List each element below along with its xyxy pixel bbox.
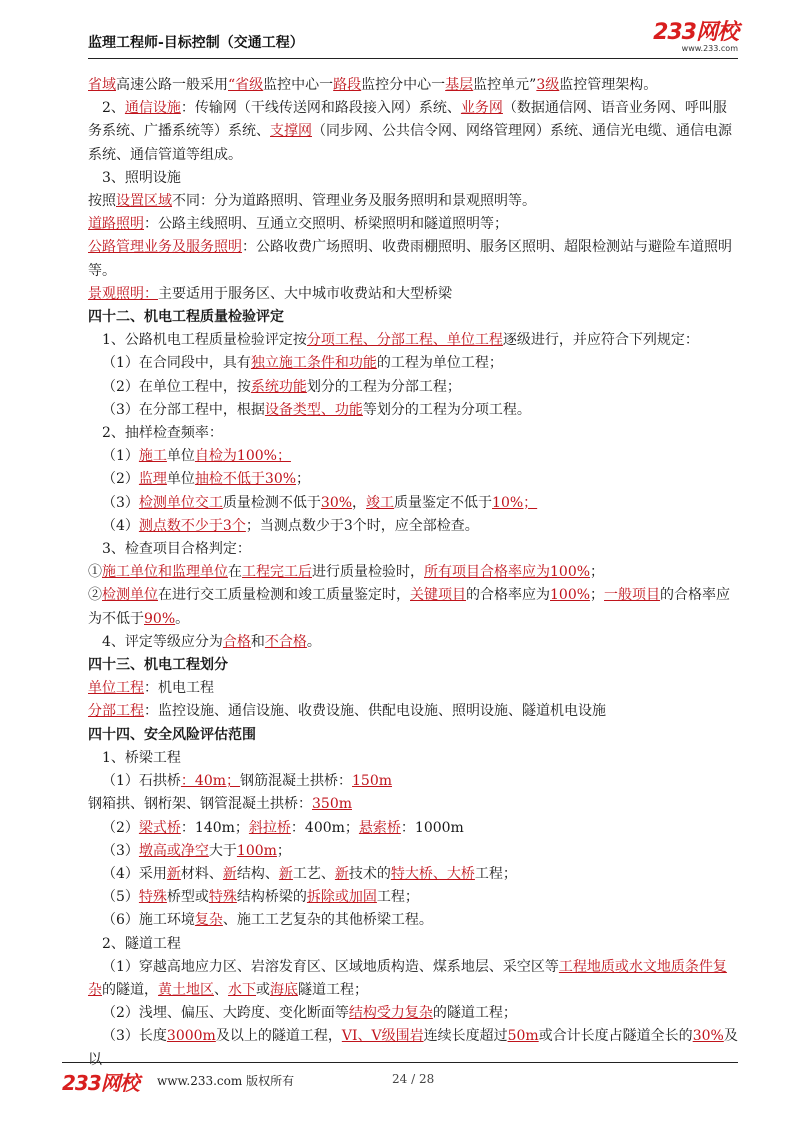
text-run: 质量鉴定不低于: [394, 494, 493, 511]
text-run: ；: [296, 471, 311, 488]
text-run: ：1000m: [400, 819, 464, 836]
highlighted-term: 30%: [692, 1028, 724, 1045]
highlighted-term: 支撑网: [270, 123, 312, 140]
highlighted-term: 竣工: [366, 494, 395, 511]
text-run: 等划分的工程为分项工程。: [362, 401, 531, 418]
highlighted-term: 3000m: [166, 1028, 216, 1045]
highlighted-term: 合格: [222, 633, 251, 650]
text-run: （2）: [102, 819, 139, 836]
text-run: 工程；: [376, 889, 419, 906]
highlighted-term: 新: [166, 865, 181, 882]
text-run: ②: [88, 587, 102, 604]
paragraph: [88, 933, 740, 956]
paragraph: [88, 468, 740, 491]
paragraph: [88, 956, 740, 1002]
highlighted-term: 新: [278, 865, 293, 882]
text-run: 及以上的隧道工程，: [215, 1028, 342, 1045]
paragraph: [88, 584, 740, 630]
text-run: 高速公路一般采用: [116, 77, 228, 93]
section-heading: [88, 724, 740, 747]
highlighted-term: ：40m；: [180, 773, 241, 790]
text-run: 大于: [208, 842, 237, 859]
paragraph: [88, 840, 740, 863]
text-run: 在进行交工质量检测和竣工质量鉴定时，: [158, 587, 410, 604]
text-run: （3）在分部工程中，根据: [102, 401, 265, 418]
text-run: 钢箱拱、钢桁架、钢管混凝土拱桥：: [88, 796, 312, 813]
highlighted-term: 关键项目: [410, 587, 466, 604]
highlighted-term: 100%: [550, 587, 591, 604]
text-run: 1、桥梁工程: [102, 749, 181, 766]
highlighted-term: 悬索桥: [358, 819, 401, 836]
highlighted-term: 监理: [138, 471, 167, 488]
text-run: （6）施工环境: [102, 912, 195, 929]
highlighted-term: 拆除或加固: [306, 889, 377, 906]
text-run: 的隧道工程；: [432, 1005, 517, 1022]
highlighted-term: 350m: [312, 796, 352, 813]
highlighted-term: 景观照明：: [88, 285, 158, 302]
text-run: 的合格率应为: [466, 587, 550, 604]
highlighted-term: 新: [222, 865, 237, 882]
highlighted-term: 新: [334, 865, 349, 882]
text-run: ：公路主线照明、互通立交照明、桥梁照明和隧道照明等；: [144, 216, 508, 233]
paragraph: [88, 283, 740, 306]
text-run: 监控单元”: [473, 77, 537, 93]
highlighted-term: 路段: [333, 77, 362, 93]
highlighted-term: 施工: [138, 448, 167, 465]
footer-logo: 233网校: [62, 1071, 139, 1095]
highlighted-term: 复杂: [194, 912, 223, 929]
highlighted-term: 基层: [445, 77, 474, 93]
paragraph: [88, 352, 740, 375]
text-run: ：公路收费广场照明、收费雨棚照明、服务区照明、超限检测站与避险车道照明等。: [88, 239, 732, 279]
text-run: 工程；: [474, 865, 517, 882]
highlighted-term: 斜拉桥: [248, 819, 291, 836]
text-run: ：140m；: [180, 819, 249, 836]
text-run: ；: [590, 587, 605, 604]
highlighted-term: 150m: [352, 773, 393, 790]
highlighted-term: 一般项目: [604, 587, 661, 604]
document-title: 监理工程师-目标控制（交通工程）: [88, 35, 304, 51]
text-run: 结构、: [236, 865, 279, 882]
text-run: 监控中心一: [263, 77, 334, 93]
paragraph: [88, 167, 740, 190]
text-run: （4）采用: [102, 865, 167, 882]
logo-text: 233网校: [653, 20, 738, 45]
paragraph: [88, 817, 740, 840]
highlighted-term: 不合格: [264, 633, 307, 650]
text-run: 监控管理架构。: [559, 77, 658, 93]
highlighted-term: 结构受力复杂: [348, 1005, 433, 1022]
text-run: ；当测点数少于3个时，应全部检查。: [245, 517, 479, 534]
text-run: 、施工工艺复杂的其他桥梁工程。: [222, 912, 433, 929]
text-run: 桥型或: [166, 889, 209, 906]
highlighted-term: 特殊: [138, 889, 167, 906]
paragraph: [88, 190, 740, 213]
text-run: 单位: [166, 471, 195, 488]
text-run: 或: [256, 981, 270, 998]
paragraph: [88, 886, 740, 909]
paragraph: [88, 538, 740, 561]
highlighted-term: 梁式桥: [138, 819, 181, 836]
text-run: ：机电工程: [144, 680, 214, 697]
highlighted-term: 10%；: [492, 494, 538, 511]
highlighted-term: 所有项目合格率应为100%: [424, 564, 591, 581]
text-run: 。: [306, 633, 321, 650]
text-run: ：400m；: [290, 819, 359, 836]
paragraph: [88, 213, 740, 236]
text-run: 的隧道，: [102, 981, 158, 998]
paragraph: [88, 399, 740, 422]
highlighted-term: VI、V级围岩: [341, 1028, 424, 1045]
text-run: 的合格率应为不低于: [88, 587, 731, 627]
paragraph: [88, 422, 740, 445]
footer-copyright: www.233.com 版权所有: [157, 1074, 295, 1088]
text-run: 隧道工程；: [298, 981, 368, 998]
text-run: 逐级进行，并应符合下列规定：: [502, 332, 699, 349]
text-run: 监控分中心一: [361, 77, 446, 93]
highlighted-term: 设备类型、功能: [264, 401, 363, 418]
text-run: （2）: [102, 471, 139, 488]
text-run: ：传输网（干线传送网和路段接入网）系统、: [180, 100, 461, 117]
paragraph: [88, 1002, 740, 1025]
highlighted-term: 省域: [88, 77, 116, 93]
highlighted-term: 单位工程: [88, 680, 144, 697]
text-run: ①: [88, 564, 102, 581]
highlighted-term: 墩高或净空: [138, 842, 209, 859]
highlighted-term: 3级: [536, 77, 560, 93]
text-run: 结构桥梁的: [236, 889, 307, 906]
text-run: 的工程为单位工程；: [376, 355, 503, 372]
text-run: 四十三、机电工程划分: [88, 657, 228, 674]
text-run: 在: [228, 564, 242, 581]
highlighted-term: 不少于3个: [180, 517, 246, 534]
highlighted-term: 分部工程: [88, 703, 144, 720]
highlighted-term: 业务网: [460, 100, 503, 117]
highlighted-term: 特大桥、大桥: [390, 865, 475, 882]
text-run: ；: [276, 842, 291, 859]
text-run: ：监控设施、通信设施、收费设施、供配电设施、照明设施、隧道机电设施: [144, 703, 606, 720]
page-footer: [62, 1062, 738, 1102]
text-run: 、: [214, 981, 228, 998]
highlighted-term: 系统功能: [250, 378, 307, 395]
highlighted-term: 50m: [507, 1028, 539, 1045]
text-run: 。: [175, 610, 190, 627]
highlighted-term: 自检为100%；: [194, 448, 291, 465]
text-run: 2、抽样检查频率：: [102, 425, 223, 442]
text-run: 材料、: [180, 865, 223, 882]
document-body: [88, 74, 740, 1072]
paragraph: [88, 700, 740, 723]
paragraph: [88, 631, 740, 654]
text-run: （4）: [102, 517, 139, 534]
text-run: 单位: [166, 448, 195, 465]
text-run: 和: [250, 633, 265, 650]
highlighted-term: 30%: [320, 494, 353, 511]
text-run: （1）在合同段中，具有: [102, 355, 251, 372]
text-run: 四十二、机电工程质量检验评定: [88, 309, 284, 326]
text-run: （3）长度: [102, 1028, 167, 1045]
highlighted-term: “省级: [228, 77, 264, 93]
text-run: （5）: [102, 889, 139, 906]
text-run: （同步网、公共信令网、网络管理网）系统、通信光电缆、通信电源系统、通信管道等组成。: [88, 123, 732, 163]
text-run: 技术的: [348, 865, 391, 882]
text-run: （3）: [102, 842, 139, 859]
paragraph: [88, 561, 740, 584]
highlighted-term: 黄土地区: [158, 981, 214, 998]
text-run: 2、: [102, 100, 125, 117]
paragraph: [88, 376, 740, 399]
highlighted-term: 检测单位交工: [138, 494, 223, 511]
paragraph: [88, 677, 740, 700]
highlighted-term: 90%: [144, 610, 176, 627]
text-run: （2）在单位工程中，按: [102, 378, 251, 395]
text-run: （2）浅埋、偏压、大跨度、变化断面等: [102, 1005, 349, 1022]
text-run: （数据通信网、语音业务网、呼叫服务系统、广播系统等）系统、: [88, 100, 727, 140]
text-run: （1）: [102, 448, 139, 465]
logo-url: www.233.com: [681, 44, 738, 53]
highlighted-term: 施工单位和监理单位: [102, 564, 228, 581]
text-run: 3、照明设施: [102, 169, 181, 186]
text-run: 进行质量检验时，: [312, 564, 424, 581]
paragraph: [88, 492, 740, 515]
text-run: ；: [590, 564, 605, 581]
highlighted-term: 工程完工后: [242, 564, 312, 581]
paragraph: [88, 445, 740, 468]
text-run: 连续长度超过: [423, 1028, 508, 1045]
paragraph: [88, 909, 740, 932]
highlighted-term: 海底: [270, 981, 298, 998]
text-run: 质量检测不低于: [222, 494, 321, 511]
text-run: 钢筋混凝土拱桥：: [240, 773, 353, 790]
section-heading: [88, 654, 740, 677]
highlighted-term: 通信设施: [124, 100, 181, 117]
highlighted-term: 独立施工条件和功能: [250, 355, 377, 372]
paragraph: [88, 515, 740, 538]
text-run: 工艺、: [292, 865, 335, 882]
paragraph: [88, 74, 740, 97]
highlighted-term: 设置区域: [116, 193, 172, 210]
paragraph: [88, 236, 740, 282]
paragraph: [88, 770, 740, 793]
paragraph: [88, 329, 740, 352]
text-run: ，: [352, 494, 367, 511]
page-number: 24 / 28: [392, 1072, 435, 1086]
text-run: 2、隧道工程: [102, 935, 181, 952]
highlighted-term: 抽检不低于30%: [194, 471, 297, 488]
highlighted-term: 测点数: [138, 517, 181, 534]
text-run: 4、评定等级应分为: [102, 633, 223, 650]
text-run: 及以: [88, 1028, 738, 1068]
text-run: 四十四、安全风险评估范围: [88, 726, 256, 743]
highlighted-term: 检测单位: [102, 587, 158, 604]
text-run: （1）石拱桥: [102, 773, 181, 790]
brand-logo: [653, 22, 738, 53]
text-run: 划分的工程为分部工程；: [306, 378, 461, 395]
highlighted-term: 100m: [236, 842, 277, 859]
paragraph: [88, 97, 740, 167]
text-run: 或合计长度占隧道全长的: [538, 1028, 693, 1045]
text-run: 1、公路机电工程质量检验评定按: [102, 332, 307, 349]
highlighted-term: 道路照明: [88, 216, 144, 233]
text-run: （1）穿越高地应力区、岩溶发育区、区域地质构造、煤系地层、采空区等: [102, 958, 559, 975]
highlighted-term: 分项工程、分部工程、单位工程: [306, 332, 503, 349]
text-run: 不同：分为道路照明、管理业务及服务照明和景观照明等。: [172, 193, 536, 210]
text-run: 按照: [88, 193, 116, 210]
header-divider: [88, 58, 738, 59]
section-heading: [88, 306, 740, 329]
footer-divider: [62, 1062, 738, 1063]
highlighted-term: 特殊: [208, 889, 237, 906]
paragraph: [88, 863, 740, 886]
paragraph: [88, 793, 740, 816]
paragraph: [88, 747, 740, 770]
text-run: 主要适用于服务区、大中城市收费站和大型桥梁: [158, 285, 452, 302]
highlighted-term: 公路管理业务及服务照明: [88, 239, 242, 256]
text-run: 3、检查项目合格判定：: [102, 541, 251, 558]
text-run: （3）: [102, 494, 139, 511]
highlighted-term: 水下: [228, 981, 256, 998]
highlighted-term: 工程地质或水文地质条件复杂: [88, 958, 727, 998]
page-header: [88, 22, 738, 58]
